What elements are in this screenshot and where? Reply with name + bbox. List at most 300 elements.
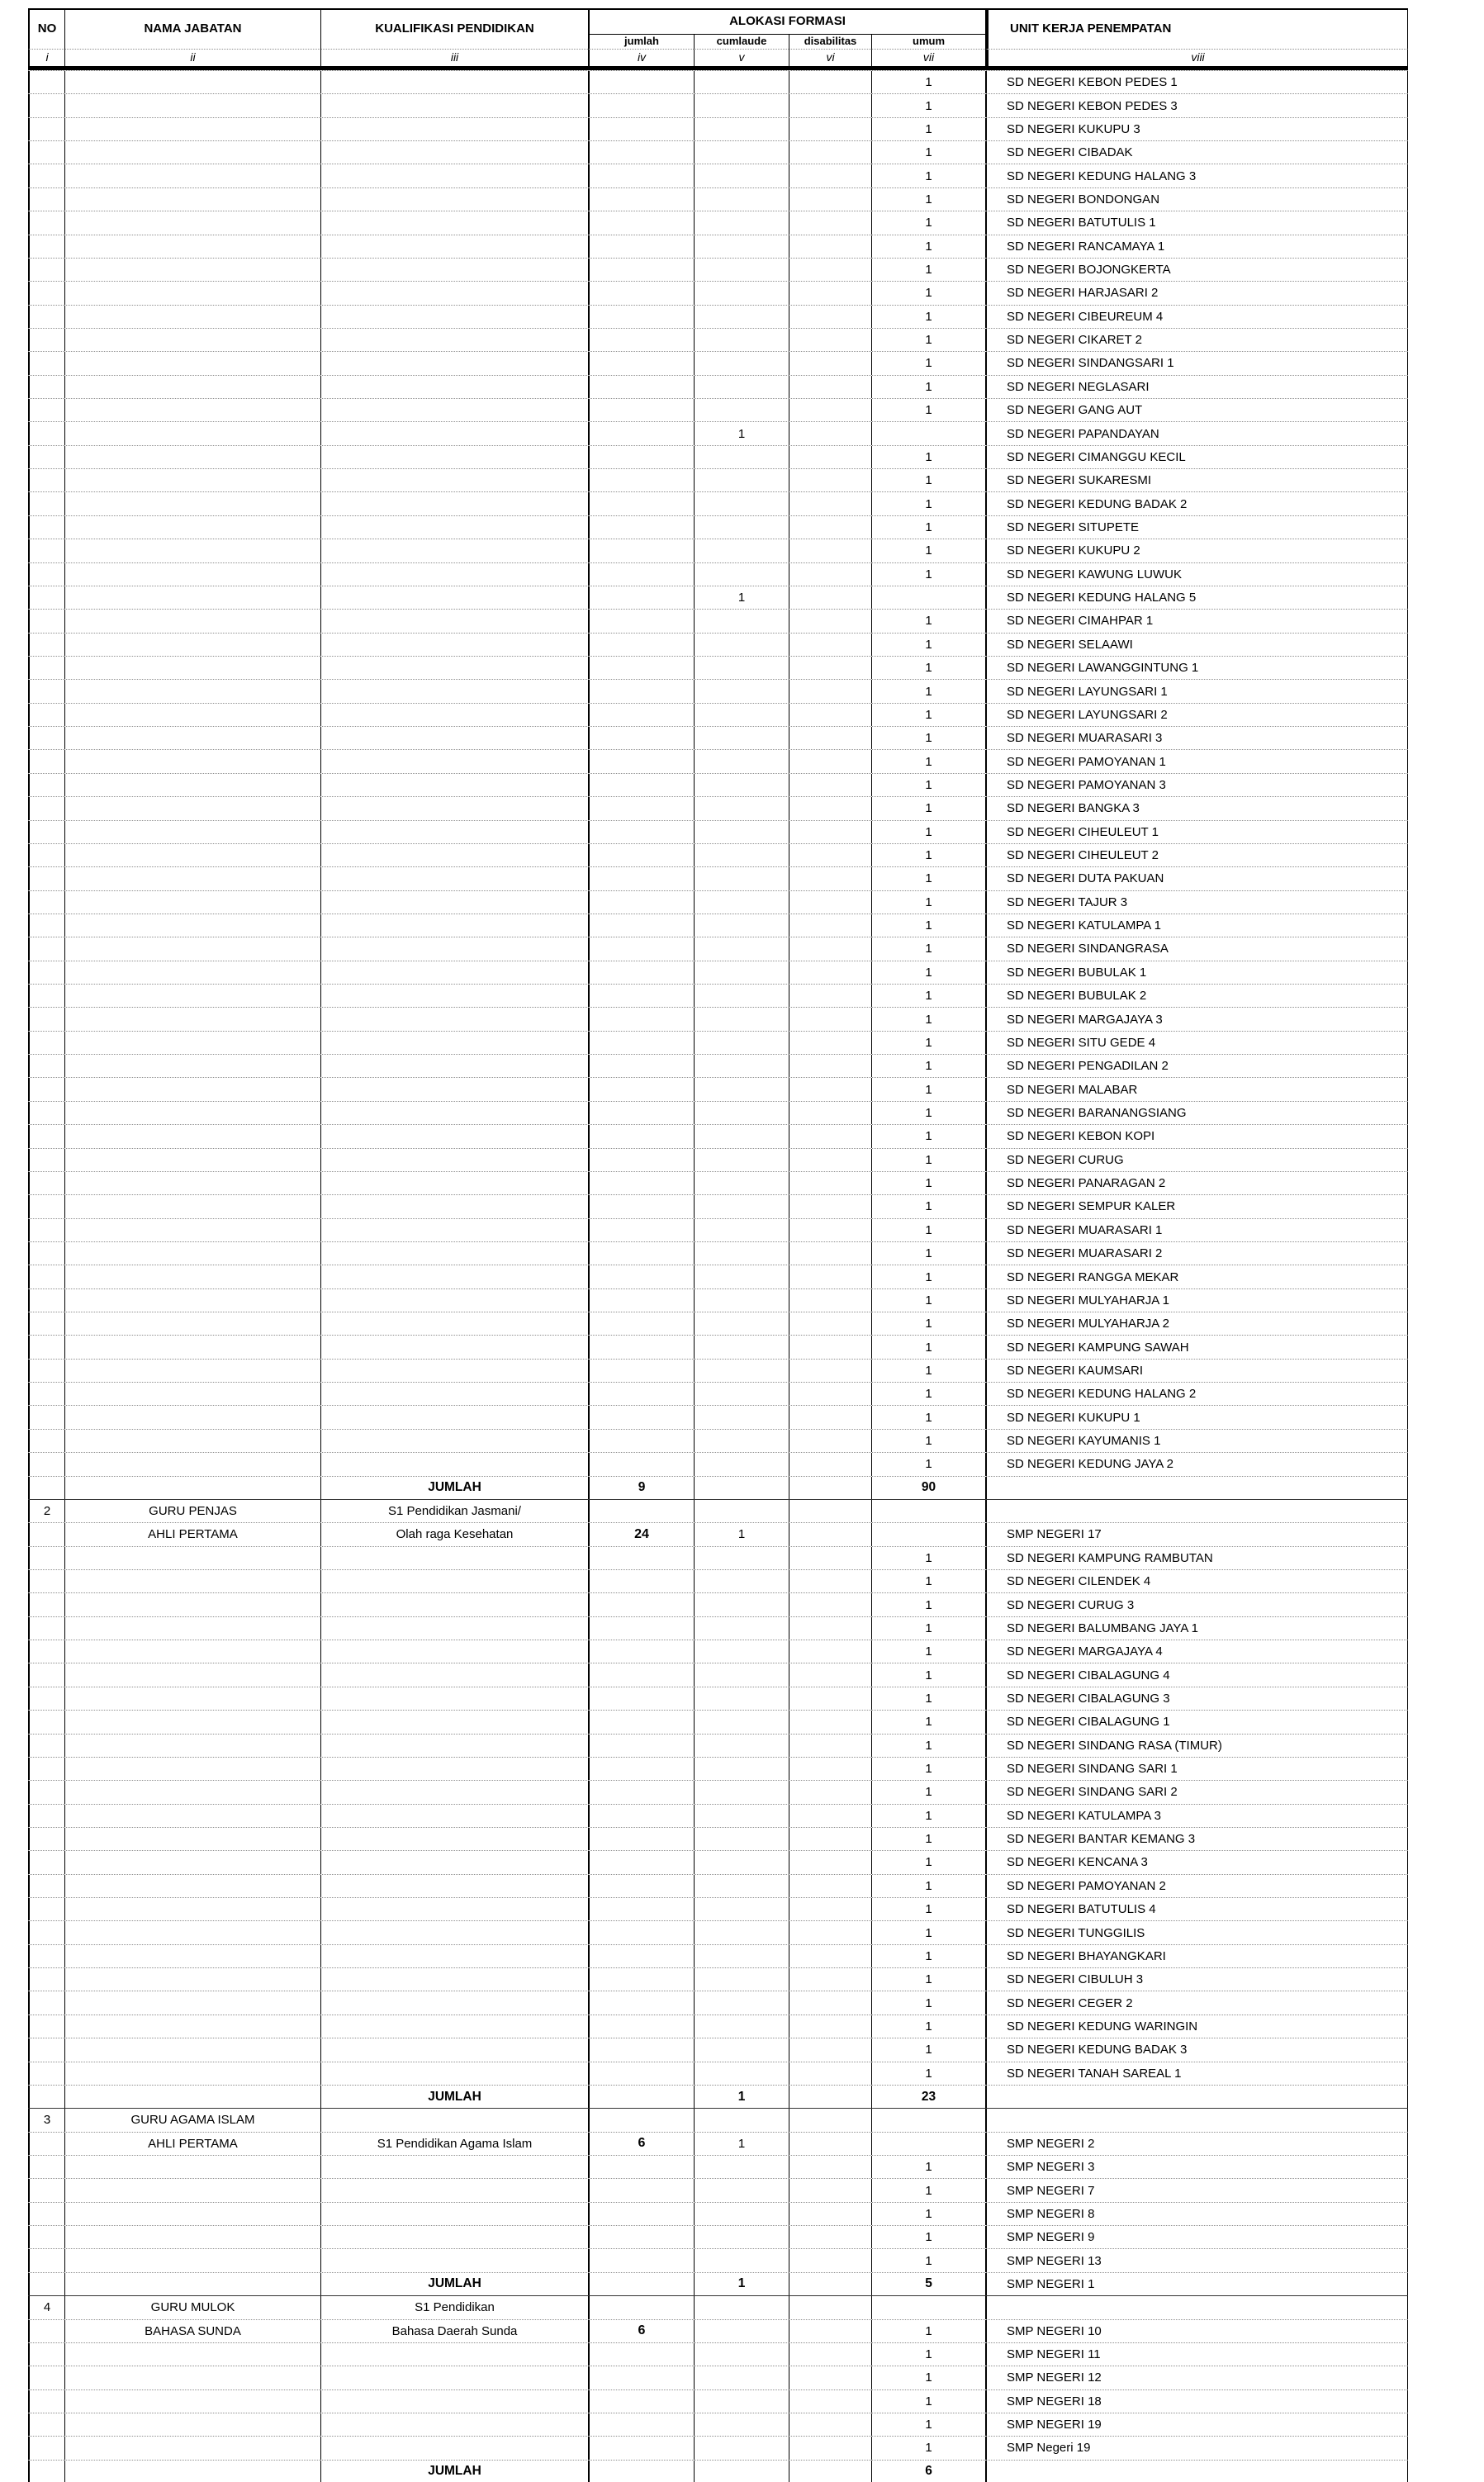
cell-nama-jabatan [64,1312,320,1335]
table-row [28,679,1408,702]
cell-no [28,1055,64,1077]
table-row [28,258,1408,281]
cell-nama-jabatan [64,750,320,772]
cell-kualifikasi [320,469,588,491]
table-row [28,1967,1408,1991]
table-row [28,1499,1408,1522]
cell-unit-kerja [985,1477,1408,1499]
cell-no [28,71,64,93]
cell-kualifikasi [320,1383,588,1405]
cell-unit-kerja: SD NEGERI CEGER 2 [985,1991,1408,2014]
cell-no [28,610,64,632]
cell-jumlah [588,1430,694,1452]
cell-unit-kerja: SD NEGERI GANG AUT [985,399,1408,421]
cell-umum: 1 [871,1593,985,1616]
table-row [28,1897,1408,1920]
cell-kualifikasi [320,2413,588,2436]
cell-kualifikasi [320,1735,588,1757]
table-header [28,8,1408,66]
cell-cumlaude [694,1172,789,1194]
cell-kualifikasi [320,1242,588,1265]
cell-umum: 1 [871,634,985,656]
cell-nama-jabatan [64,1125,320,1147]
cell-disabilitas [789,1055,871,1077]
cell-disabilitas [789,1242,871,1265]
cell-cumlaude [694,610,789,632]
cell-jumlah [588,1078,694,1100]
cell-umum: 1 [871,376,985,398]
cell-nama-jabatan [64,704,320,726]
table-row [28,1335,1408,1358]
cell-kualifikasi [320,1360,588,1382]
cell-disabilitas [789,2179,871,2201]
cell-no: 3 [28,2109,64,2131]
cell-disabilitas [789,680,871,702]
table-row [28,1827,1408,1850]
cell-no [28,1102,64,1124]
table-row [28,2413,1408,2436]
cell-nama-jabatan [64,539,320,562]
cell-jumlah [588,1828,694,1850]
cell-jumlah [588,1383,694,1405]
cell-jumlah [588,1781,694,1803]
cell-disabilitas [789,821,871,843]
cell-disabilitas [789,352,871,374]
cell-umum: 1 [871,94,985,116]
cell-disabilitas [789,610,871,632]
cell-jumlah [588,259,694,281]
cell-no [28,1430,64,1452]
cell-jumlah [588,1453,694,1475]
cell-nama-jabatan [64,2390,320,2413]
cell-cumlaude [694,727,789,749]
cell-kualifikasi [320,1289,588,1312]
cell-unit-kerja: SD NEGERI MARGAJAYA 4 [985,1640,1408,1663]
cell-umum: 1 [871,704,985,726]
cell-cumlaude [694,1242,789,1265]
cell-umum: 1 [871,985,985,1007]
cell-unit-kerja: SD NEGERI PANARAGAN 2 [985,1172,1408,1194]
cell-nama-jabatan [64,844,320,866]
cell-kualifikasi [320,1640,588,1663]
cell-unit-kerja: SD NEGERI NEGLASARI [985,376,1408,398]
cell-cumlaude [694,1453,789,1475]
cell-no [28,469,64,491]
cell-unit-kerja: SMP NEGERI 18 [985,2390,1408,2413]
cell-cumlaude [694,1289,789,1312]
cell-unit-kerja: SD NEGERI PAMOYANAN 2 [985,1875,1408,1897]
cell-unit-kerja: SD NEGERI TANAH SAREAL 1 [985,2062,1408,2085]
cell-nama-jabatan [64,2156,320,2178]
cell-nama-jabatan [64,891,320,914]
table-row [28,796,1408,819]
cell-unit-kerja: SD NEGERI KAWUNG LUWUK [985,563,1408,586]
cell-no [28,1008,64,1030]
cell-nama-jabatan [64,2249,320,2271]
cell-cumlaude [694,188,789,211]
cell-jumlah [588,2413,694,2436]
cell-no [28,1477,64,1499]
cell-jumlah [588,469,694,491]
cell-disabilitas [789,657,871,679]
cell-no [28,376,64,398]
cell-no [28,1172,64,1194]
cell-disabilitas [789,1125,871,1147]
cell-nama-jabatan [64,1219,320,1241]
table-row [28,2248,1408,2271]
cell-cumlaude [694,259,789,281]
cell-kualifikasi [320,282,588,304]
cell-kualifikasi: S1 Pendidikan Jasmani/ [320,1500,588,1522]
cell-umum: 1 [871,2156,985,2178]
cell-nama-jabatan [64,118,320,140]
cell-nama-jabatan [64,634,320,656]
table-row [28,1359,1408,1382]
cell-jumlah [588,399,694,421]
cell-unit-kerja: SD NEGERI KATULAMPA 1 [985,914,1408,937]
cell-no [28,1617,64,1640]
cell-nama-jabatan [64,422,320,444]
cell-disabilitas [789,727,871,749]
cell-kualifikasi [320,2038,588,2061]
cell-no [28,141,64,164]
cell-disabilitas [789,2413,871,2436]
cell-no [28,1735,64,1757]
cell-no [28,2413,64,2436]
cell-umum: 1 [871,727,985,749]
numeral-vi: vi [789,50,871,66]
cell-disabilitas [789,422,871,444]
cell-no [28,1921,64,1943]
cell-disabilitas [789,1991,871,2014]
cell-umum: 90 [871,1477,985,1499]
table-row [28,2272,1408,2295]
table-row [28,1546,1408,1569]
cell-kualifikasi [320,235,588,258]
cell-no [28,1149,64,1171]
cell-cumlaude [694,2437,789,2459]
cell-cumlaude [694,821,789,843]
cell-nama-jabatan [64,727,320,749]
cell-no [28,657,64,679]
table-row [28,1734,1408,1757]
cell-unit-kerja: SD NEGERI SINDANG SARI 1 [985,1758,1408,1780]
cell-disabilitas [789,1828,871,1850]
cell-cumlaude [694,94,789,116]
cell-kualifikasi [320,141,588,164]
cell-unit-kerja: SD NEGERI PAPANDAYAN [985,422,1408,444]
cell-no [28,1242,64,1265]
cell-nama-jabatan [64,1195,320,1217]
cell-kualifikasi [320,961,588,984]
cell-umum [871,2109,985,2131]
cell-unit-kerja: SD NEGERI KEDUNG BADAK 2 [985,492,1408,515]
header-nama-jabatan: NAMA JABATAN [64,10,320,50]
cell-no [28,563,64,586]
cell-disabilitas [789,1851,871,1873]
cell-kualifikasi [320,1898,588,1920]
numeral-iii: iii [320,50,588,66]
table-row [28,445,1408,468]
cell-kualifikasi [320,2226,588,2248]
cell-no [28,1125,64,1147]
cell-disabilitas [789,2320,871,2342]
cell-cumlaude [694,2038,789,2061]
cell-cumlaude [694,2015,789,2038]
cell-cumlaude [694,1991,789,2014]
cell-nama-jabatan [64,399,320,421]
cell-umum: 1 [871,2437,985,2459]
header-kualifikasi: KUALIFIKASI PENDIDIKAN [320,10,588,50]
cell-jumlah [588,2226,694,2248]
cell-disabilitas [789,1687,871,1710]
cell-jumlah [588,821,694,843]
cell-unit-kerja: SD NEGERI BONDONGAN [985,188,1408,211]
cell-kualifikasi [320,1805,588,1827]
cell-disabilitas [789,750,871,772]
cell-unit-kerja: SMP NEGERI 3 [985,2156,1408,2178]
cell-jumlah [588,563,694,586]
cell-unit-kerja: SMP NEGERI 11 [985,2343,1408,2366]
cell-umum: 1 [871,2226,985,2248]
cell-jumlah [588,329,694,351]
cell-nama-jabatan [64,2226,320,2248]
table-row [28,164,1408,187]
cell-cumlaude [694,2413,789,2436]
cell-cumlaude [694,657,789,679]
cell-nama-jabatan [64,1758,320,1780]
cell-unit-kerja: SD NEGERI TUNGGILIS [985,1921,1408,1943]
cell-unit-kerja: SD NEGERI MULYAHARJA 2 [985,1312,1408,1335]
cell-no [28,985,64,1007]
cell-cumlaude [694,563,789,586]
cell-nama-jabatan [64,1477,320,1499]
cell-disabilitas [789,2390,871,2413]
cell-disabilitas [789,94,871,116]
cell-no [28,1360,64,1382]
cell-nama-jabatan [64,352,320,374]
cell-disabilitas [789,844,871,866]
cell-unit-kerja: SMP Negeri 19 [985,2437,1408,2459]
table-row [28,1101,1408,1124]
cell-umum: 1 [871,1851,985,1873]
cell-disabilitas [789,306,871,328]
cell-unit-kerja: SD NEGERI KEDUNG HALANG 5 [985,586,1408,609]
cell-cumlaude [694,844,789,866]
cell-umum [871,2296,985,2318]
cell-jumlah [588,1289,694,1312]
table-row [28,2085,1408,2108]
cell-jumlah [588,188,694,211]
cell-disabilitas [789,1008,871,1030]
table-row [28,1077,1408,1100]
cell-jumlah: 6 [588,2133,694,2155]
cell-kualifikasi [320,118,588,140]
cell-kualifikasi [320,1008,588,1030]
cell-umum: 1 [871,1336,985,1358]
cell-no [28,844,64,866]
cell-umum [871,1500,985,1522]
cell-kualifikasi [320,1430,588,1452]
cell-jumlah [588,2038,694,2061]
cell-kualifikasi [320,306,588,328]
cell-jumlah [588,306,694,328]
cell-nama-jabatan: GURU MULOK [64,2296,320,2318]
cell-no [28,750,64,772]
cell-no [28,1453,64,1475]
table-body [28,70,1408,2482]
cell-kualifikasi [320,1617,588,1640]
cell-kualifikasi [320,399,588,421]
cell-cumlaude [694,1500,789,1522]
cell-umum: 1 [871,821,985,843]
cell-nama-jabatan [64,1383,320,1405]
cell-kualifikasi [320,610,588,632]
cell-no [28,1265,64,1288]
cell-unit-kerja: SD NEGERI BANGKA 3 [985,797,1408,819]
cell-jumlah [588,914,694,937]
cell-nama-jabatan: AHLI PERTAMA [64,1523,320,1545]
cell-umum: 1 [871,961,985,984]
cell-cumlaude [694,211,789,234]
cell-kualifikasi [320,937,588,960]
cell-cumlaude [694,1663,789,1686]
cell-unit-kerja: SD NEGERI BARANANGSIANG [985,1102,1408,1124]
cell-disabilitas [789,1805,871,1827]
cell-disabilitas [789,1921,871,1943]
cell-kualifikasi [320,1921,588,1943]
cell-no [28,1875,64,1897]
cell-umum: 23 [871,2086,985,2108]
cell-unit-kerja: SD NEGERI KEDUNG WARINGIN [985,2015,1408,2038]
table-row [28,2108,1408,2131]
cell-unit-kerja [985,1500,1408,1522]
cell-cumlaude [694,1898,789,1920]
cell-cumlaude [694,2109,789,2131]
cell-jumlah [588,1687,694,1710]
cell-nama-jabatan [64,1828,320,1850]
table-row [28,1804,1408,1827]
cell-disabilitas [789,1500,871,1522]
table-row [28,70,1408,93]
cell-unit-kerja: SD NEGERI PENGADILAN 2 [985,1055,1408,1077]
cell-umum: 1 [871,1219,985,1241]
table-row [28,1194,1408,1217]
table-row [28,1265,1408,1288]
cell-disabilitas [789,937,871,960]
table-row [28,235,1408,258]
cell-no [28,727,64,749]
cell-cumlaude [694,164,789,187]
cell-jumlah [588,2179,694,2201]
cell-jumlah [588,1219,694,1241]
cell-unit-kerja: SD NEGERI SUKARESMI [985,469,1408,491]
cell-unit-kerja: SD NEGERI KAYUMANIS 1 [985,1430,1408,1452]
cell-umum: 1 [871,1406,985,1428]
cell-cumlaude [694,2062,789,2085]
cell-umum: 1 [871,2390,985,2413]
table-row [28,421,1408,444]
cell-jumlah [588,141,694,164]
cell-kualifikasi [320,1219,588,1241]
cell-umum: 1 [871,446,985,468]
cell-unit-kerja: SD NEGERI TAJUR 3 [985,891,1408,914]
cell-nama-jabatan [64,329,320,351]
table-row [28,656,1408,679]
cell-no [28,2366,64,2389]
cell-umum: 1 [871,1032,985,1054]
cell-disabilitas [789,211,871,234]
cell-umum: 1 [871,1805,985,1827]
cell-kualifikasi [320,1336,588,1358]
cell-no: 2 [28,1500,64,1522]
cell-cumlaude [694,1781,789,1803]
cell-nama-jabatan [64,1336,320,1358]
cell-nama-jabatan [64,188,320,211]
cell-nama-jabatan [64,446,320,468]
cell-umum: 1 [871,1383,985,1405]
cell-no [28,914,64,937]
cell-disabilitas [789,492,871,515]
table-row [28,328,1408,351]
cell-cumlaude [694,1032,789,1054]
cell-kualifikasi [320,2249,588,2271]
table-row [28,2178,1408,2201]
cell-kualifikasi [320,704,588,726]
cell-cumlaude [694,634,789,656]
cell-jumlah [588,352,694,374]
cell-nama-jabatan [64,1945,320,1967]
cell-umum: 1 [871,352,985,374]
cell-jumlah [588,1921,694,1943]
cell-unit-kerja: SD NEGERI SINDANGSARI 1 [985,352,1408,374]
cell-unit-kerja: SD NEGERI LAWANGGINTUNG 1 [985,657,1408,679]
table-row [28,914,1408,937]
cell-kualifikasi [320,774,588,796]
cell-kualifikasi [320,821,588,843]
cell-nama-jabatan [64,259,320,281]
cell-umum: 1 [871,1547,985,1569]
cell-no [28,867,64,890]
cell-jumlah [588,1851,694,1873]
cell-nama-jabatan [64,867,320,890]
cell-umum: 1 [871,329,985,351]
cell-jumlah [588,1968,694,1991]
table-row [28,1710,1408,1733]
cell-umum: 1 [871,1921,985,1943]
cell-disabilitas [789,118,871,140]
cell-disabilitas [789,2249,871,2271]
cell-no [28,539,64,562]
cell-no [28,2156,64,2178]
cell-jumlah [588,961,694,984]
cell-cumlaude [694,1570,789,1592]
cell-disabilitas [789,1945,871,1967]
cell-umum: 1 [871,610,985,632]
cell-cumlaude [694,1219,789,1241]
cell-cumlaude [694,2249,789,2271]
numeral-iv: iv [588,50,694,66]
cell-disabilitas [789,2156,871,2178]
cell-jumlah [588,164,694,187]
cell-umum: 1 [871,235,985,258]
cell-jumlah [588,539,694,562]
cell-cumlaude [694,1758,789,1780]
cell-unit-kerja: SD NEGERI CIHEULEUT 2 [985,844,1408,866]
cell-cumlaude [694,352,789,374]
cell-kualifikasi [320,1968,588,1991]
cell-unit-kerja: SD NEGERI KEBON PEDES 3 [985,94,1408,116]
